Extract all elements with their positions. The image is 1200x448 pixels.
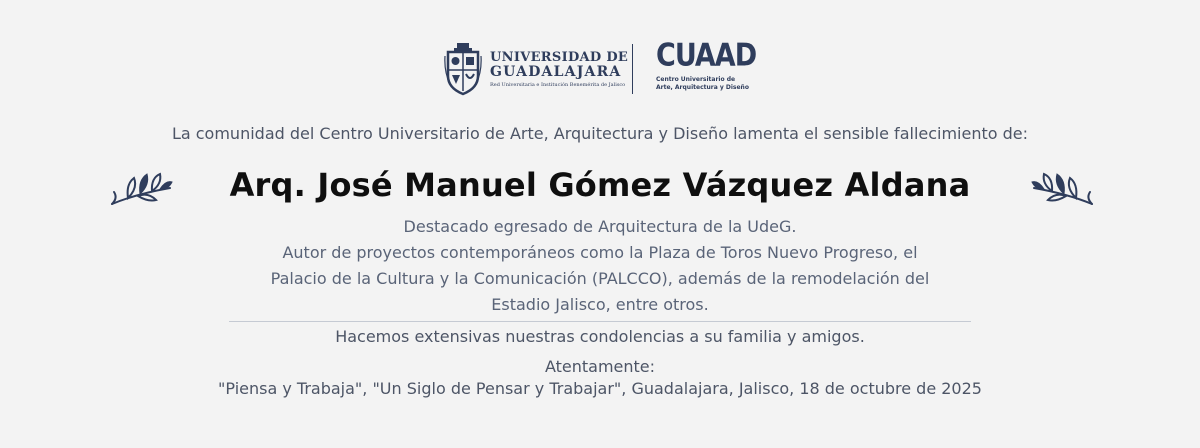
udg-name-line2: GUADALAJARA: [490, 64, 622, 80]
condolences-text: Hacemos extensivas nuestras condolencias a su familia y amigos.: [335, 327, 865, 346]
bio-line: Palacio de la Cultura y la Comunicación (PALCCO), además de la remodelación del: [270, 269, 930, 288]
udg-name-line1: UNIVERSIDAD DE: [490, 50, 629, 65]
udg-wordmark: [490, 50, 628, 88]
divider-rule: [229, 321, 971, 322]
closing-block: [0, 356, 1200, 400]
logo-divider: [632, 44, 633, 94]
closing-label: Atentamente:: [544, 357, 656, 376]
bio-line: Destacado egresado de Arquitectura de la UdeG.: [403, 217, 797, 236]
cuaad-mark: CUAAD: [656, 38, 757, 74]
intro-text: La comunidad del Centro Universitario de Arte, Arquitectura y Diseño lamenta el sensible fallecimiento de:: [171, 124, 1029, 143]
name-row: [0, 160, 1200, 216]
deceased-name: Arq. José Manuel Gómez Vázquez Aldana: [229, 166, 971, 204]
biography: [0, 214, 1200, 318]
header-logos: [0, 38, 1200, 98]
cuaad-logo: [656, 38, 756, 92]
udg-tagline: Red Universitaria e Institución Benemérita de Jalisco: [490, 82, 626, 88]
laurel-branch-icon: [1030, 168, 1096, 210]
bio-line: Estadio Jalisco, entre otros.: [491, 295, 709, 314]
closing-motto-date: "Piensa y Trabaja", "Un Siglo de Pensar y Trabajar", Guadalajara, Jalisco, 18 de octubre de 2025: [218, 379, 982, 398]
bio-line: Autor de proyectos contemporáneos como la Plaza de Toros Nuevo Progreso, el: [282, 243, 918, 262]
udg-crest-icon: [444, 42, 482, 96]
cuaad-subtitle-line2: Arte, Arquitectura y Diseño: [656, 84, 749, 91]
cuaad-subtitle-line1: Centro Universitario de: [656, 76, 736, 83]
